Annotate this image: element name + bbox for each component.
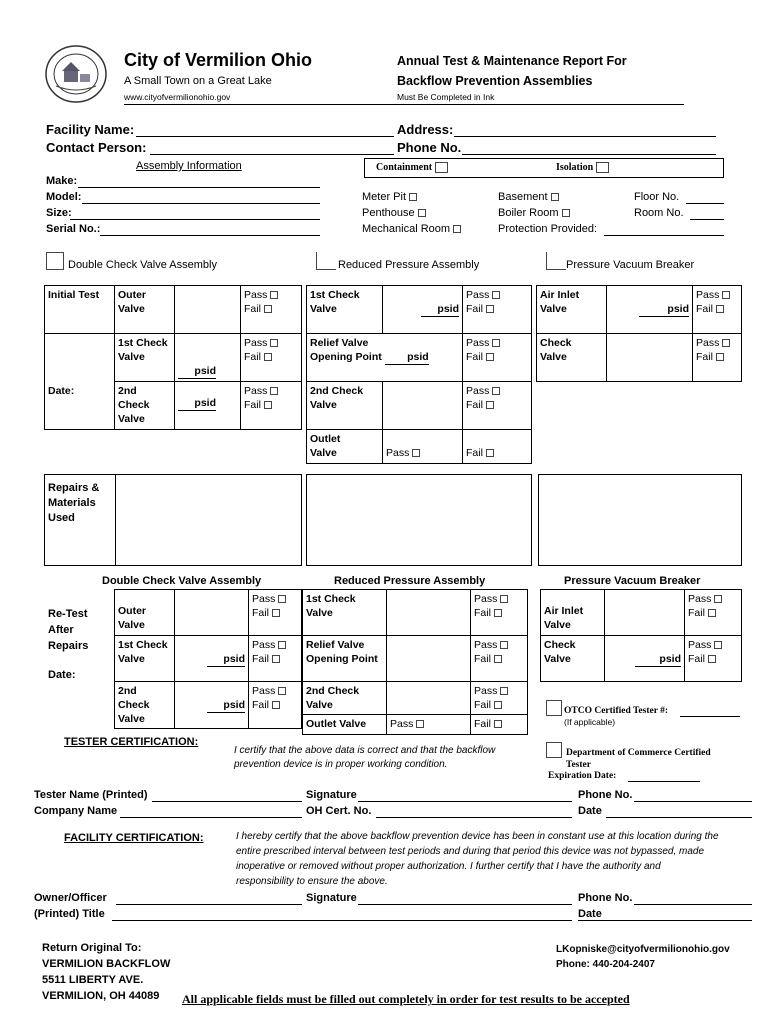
repairs-box-pvb[interactable] bbox=[538, 474, 742, 566]
valve-text: Valve bbox=[310, 303, 337, 315]
meter-pit-checkbox[interactable] bbox=[409, 193, 417, 201]
return-address bbox=[42, 940, 170, 1004]
pass-checkbox[interactable] bbox=[722, 339, 730, 347]
tester-phone-label: Phone No. bbox=[578, 789, 633, 801]
retest-rpa-outlet: Outlet Valve bbox=[303, 715, 387, 735]
psid-field[interactable]: psid bbox=[635, 652, 681, 667]
pass-checkbox[interactable] bbox=[278, 687, 286, 695]
relief-valve-text: Relief Valve bbox=[306, 639, 365, 651]
retest-dcva-second-psid[interactable] bbox=[175, 682, 249, 729]
city-website[interactable]: www.cityofvermilionohio.gov bbox=[124, 92, 231, 102]
facility-name-label: Facility Name: bbox=[46, 122, 135, 137]
tester-cert-line2: prevention device is in proper working condition. bbox=[234, 759, 448, 770]
second-check-text: 2nd Check bbox=[306, 685, 360, 697]
opening-point-text: Opening Point bbox=[306, 653, 378, 665]
facility-cert-line3: inoperative or removed without proper authorization. I further certify that I have the authority and bbox=[236, 861, 661, 872]
retest-dcva-outer-reading[interactable] bbox=[175, 590, 249, 636]
outlet-text: Outlet bbox=[310, 433, 341, 445]
boiler-room-option[interactable] bbox=[498, 207, 570, 219]
facility-cert-line2: entire prescribed interval between test periods and during that period this device was not bypassed, made bbox=[236, 846, 705, 857]
mechanical-room-option[interactable] bbox=[362, 223, 461, 235]
pass-checkbox[interactable] bbox=[278, 641, 286, 649]
dcva-checkbox[interactable] bbox=[46, 252, 64, 270]
phone-field[interactable] bbox=[462, 154, 716, 155]
mechanical-room-label: Mechanical Room bbox=[362, 223, 451, 235]
retest-pvb-table bbox=[540, 589, 742, 682]
fail-checkbox[interactable] bbox=[708, 655, 716, 663]
dcva-second-check-psid[interactable] bbox=[175, 382, 241, 430]
dcva-first-check-psid[interactable] bbox=[175, 334, 241, 382]
penthouse-label: Penthouse bbox=[362, 207, 415, 219]
rpa-outlet-pass bbox=[383, 430, 463, 464]
pass-checkbox[interactable] bbox=[492, 339, 500, 347]
psid-field[interactable]: psid bbox=[421, 302, 459, 317]
valve-text: Valve bbox=[118, 619, 145, 631]
doc-label bbox=[566, 747, 711, 771]
pvb-check-passfail bbox=[693, 334, 742, 382]
retest-rpa-outlet-fail bbox=[471, 715, 528, 735]
outer-text: Outer bbox=[118, 605, 147, 617]
pass-checkbox[interactable] bbox=[500, 595, 508, 603]
tester-date-field[interactable] bbox=[606, 817, 752, 818]
pass-text: Pass bbox=[386, 447, 410, 459]
tester-date-label: Date bbox=[578, 805, 602, 817]
pass-checkbox[interactable] bbox=[722, 291, 730, 299]
pass-text: Pass bbox=[696, 337, 720, 349]
retest-line3: Repairs bbox=[48, 640, 89, 652]
fail-checkbox[interactable] bbox=[264, 305, 272, 313]
owner-officer-field[interactable] bbox=[116, 904, 302, 905]
size-label: Size: bbox=[46, 207, 72, 219]
repairs-line3: Used bbox=[48, 512, 75, 524]
floor-no-field[interactable] bbox=[686, 203, 724, 204]
initial-test-label: Initial Test bbox=[45, 286, 115, 334]
retest-pvb-check-passfail bbox=[685, 636, 742, 682]
retest-line2: After bbox=[48, 624, 74, 636]
pass-checkbox[interactable] bbox=[412, 449, 420, 457]
fail-text: Fail bbox=[244, 399, 261, 411]
first-check-text: 1st Check bbox=[310, 289, 360, 301]
valve-text: Valve bbox=[306, 699, 333, 711]
psid-field[interactable]: psid bbox=[178, 396, 216, 411]
valve-text: Valve bbox=[540, 303, 567, 315]
doc-checkbox[interactable] bbox=[546, 742, 562, 758]
owner-date-label: Date bbox=[578, 908, 602, 920]
required-fields-notice: All applicable fields must be filled out completely in order for test results to be accepted bbox=[182, 992, 630, 1006]
pass-checkbox[interactable] bbox=[270, 339, 278, 347]
air-inlet-text: Air Inlet bbox=[540, 289, 580, 301]
otco-label: OTCO Certified Tester #: bbox=[564, 706, 669, 716]
retest-rpa-first-check bbox=[303, 590, 387, 636]
mechanical-room-checkbox[interactable] bbox=[453, 225, 461, 233]
tester-cert-heading: TESTER CERTIFICATION: bbox=[64, 736, 199, 748]
otco-field[interactable] bbox=[680, 716, 740, 717]
return-to-label: Return Original To: bbox=[42, 942, 142, 954]
fail-text: Fail bbox=[696, 303, 713, 315]
fail-checkbox[interactable] bbox=[716, 305, 724, 313]
rpa-checkbox[interactable] bbox=[316, 252, 336, 270]
pass-checkbox[interactable] bbox=[492, 387, 500, 395]
return-org: VERMILION BACKFLOW bbox=[42, 958, 171, 970]
first-check-text: 1st Check bbox=[118, 639, 168, 651]
size-field[interactable] bbox=[70, 219, 320, 220]
expiration-label: Expiration Date: bbox=[548, 771, 617, 781]
printed-title-label: (Printed) Title bbox=[34, 908, 105, 920]
fail-text: Fail bbox=[252, 699, 269, 711]
retest-pvb-air-passfail bbox=[685, 590, 742, 636]
fail-checkbox[interactable] bbox=[716, 353, 724, 361]
make-label: Make: bbox=[46, 175, 78, 187]
serial-field[interactable] bbox=[100, 235, 320, 236]
rpa-first-check bbox=[307, 286, 383, 334]
room-no-field[interactable] bbox=[690, 219, 724, 220]
company-name-label: Company Name bbox=[34, 805, 118, 817]
oh-cert-label: OH Cert. No. bbox=[306, 805, 372, 817]
psid-field[interactable]: psid bbox=[207, 698, 245, 713]
dcva-outer-valve bbox=[115, 286, 175, 334]
basement-checkbox[interactable] bbox=[551, 193, 559, 201]
retest-dcva-first-check bbox=[115, 636, 175, 682]
opening-point-text: Opening Point bbox=[310, 351, 382, 363]
pass-checkbox[interactable] bbox=[500, 641, 508, 649]
facility-cert-line1: I hereby certify that the above backflow prevention device has been in constant use at this location during the bbox=[236, 831, 719, 842]
valve-text: Valve bbox=[310, 447, 337, 459]
printed-title-field[interactable] bbox=[112, 920, 572, 921]
fail-text: Fail bbox=[474, 718, 491, 730]
retest-label bbox=[48, 606, 88, 654]
boiler-room-checkbox[interactable] bbox=[562, 209, 570, 217]
facility-name-field[interactable] bbox=[136, 136, 394, 137]
retest-rpa-relief-passfail bbox=[471, 636, 528, 682]
isolation-checkbox[interactable] bbox=[596, 162, 609, 173]
assembly-info-heading: Assembly Information bbox=[136, 160, 242, 172]
fail-text: Fail bbox=[466, 303, 483, 315]
psid-field[interactable]: psid bbox=[178, 364, 216, 379]
owner-phone-field[interactable] bbox=[634, 904, 752, 905]
rpa-outlet-valve bbox=[307, 430, 383, 464]
valve-text: Valve bbox=[544, 653, 571, 665]
dcva-type-label: Double Check Valve Assembly bbox=[68, 259, 217, 271]
fail-checkbox[interactable] bbox=[486, 353, 494, 361]
phone-label: Phone No. bbox=[397, 140, 462, 155]
pass-text: Pass bbox=[474, 593, 498, 605]
pass-checkbox[interactable] bbox=[492, 291, 500, 299]
valve-text: Valve bbox=[118, 413, 145, 425]
dcva-first-check-passfail bbox=[241, 334, 302, 382]
report-title-line2: Backflow Prevention Assemblies bbox=[397, 74, 593, 88]
valve-text: Valve bbox=[540, 351, 567, 363]
fail-checkbox[interactable] bbox=[272, 701, 280, 709]
facility-cert-line4: responsibility to ensure the above. bbox=[236, 876, 388, 887]
return-street: 5511 LIBERTY AVE. bbox=[42, 974, 144, 986]
fail-text: Fail bbox=[474, 607, 491, 619]
fail-text: Fail bbox=[466, 399, 483, 411]
retest-rpa-second-reading[interactable] bbox=[387, 682, 471, 715]
pass-text: Pass bbox=[244, 337, 268, 349]
pass-text: Pass bbox=[252, 593, 276, 605]
dcva-outer-reading[interactable] bbox=[175, 286, 241, 334]
address-label: Address: bbox=[397, 122, 454, 137]
initial-test-dcva-table bbox=[44, 285, 302, 430]
address-field[interactable] bbox=[454, 136, 716, 137]
retest-pvb-heading: Pressure Vacuum Breaker bbox=[564, 575, 701, 587]
facility-cert-heading: FACILITY CERTIFICATION: bbox=[64, 832, 204, 844]
psid-field[interactable]: psid bbox=[207, 652, 245, 667]
company-name-field[interactable] bbox=[120, 817, 302, 818]
valve-text: Valve bbox=[310, 399, 337, 411]
retest-rpa-heading: Reduced Pressure Assembly bbox=[334, 575, 486, 587]
isolation-label: Isolation bbox=[556, 162, 594, 173]
retest-dcva-first-passfail bbox=[249, 636, 302, 682]
retest-pvb-check bbox=[541, 636, 605, 682]
retest-dcva-first-psid[interactable] bbox=[175, 636, 249, 682]
outer-text: Outer bbox=[118, 289, 147, 301]
pass-text: Pass bbox=[474, 685, 498, 697]
pass-text: Pass bbox=[466, 337, 490, 349]
city-tagline: A Small Town on a Great Lake bbox=[124, 75, 272, 87]
fail-text: Fail bbox=[696, 351, 713, 363]
pvb-type-label: Pressure Vacuum Breaker bbox=[566, 259, 695, 271]
rpa-first-check-psid[interactable] bbox=[383, 286, 463, 334]
pass-text: Pass bbox=[474, 639, 498, 651]
second-check-text: 2nd Check bbox=[310, 385, 364, 397]
tester-name-label: Tester Name (Printed) bbox=[34, 789, 148, 801]
pass-text: Pass bbox=[244, 289, 268, 301]
pass-text: Pass bbox=[466, 385, 490, 397]
pass-text: Pass bbox=[466, 289, 490, 301]
fail-checkbox[interactable] bbox=[708, 609, 716, 617]
pvb-check-reading[interactable] bbox=[607, 334, 693, 382]
oh-cert-field[interactable] bbox=[376, 817, 572, 818]
fail-checkbox[interactable] bbox=[272, 655, 280, 663]
check-text: Check bbox=[540, 337, 572, 349]
second-check-text: 2nd Check bbox=[118, 685, 150, 711]
rpa-first-check-passfail bbox=[463, 286, 532, 334]
repairs-label bbox=[48, 481, 99, 526]
pvb-air-inlet bbox=[537, 286, 607, 334]
owner-signature-field[interactable] bbox=[358, 904, 572, 905]
pass-text: Pass bbox=[252, 685, 276, 697]
pass-checkbox[interactable] bbox=[270, 387, 278, 395]
fail-checkbox[interactable] bbox=[494, 609, 502, 617]
fail-checkbox[interactable] bbox=[494, 655, 502, 663]
repairs-line1: Repairs & bbox=[48, 482, 100, 494]
psid-field[interactable]: psid bbox=[385, 350, 429, 365]
retest-dcva-outer-passfail bbox=[249, 590, 302, 636]
initial-test-pvb-table bbox=[536, 285, 742, 382]
fail-text: Fail bbox=[244, 351, 261, 363]
fail-text: Fail bbox=[244, 303, 261, 315]
pass-checkbox[interactable] bbox=[278, 595, 286, 603]
fail-text: Fail bbox=[688, 607, 705, 619]
rpa-second-check-reading[interactable] bbox=[383, 382, 463, 430]
tester-name-field[interactable] bbox=[152, 801, 302, 802]
owner-signature-label: Signature bbox=[306, 892, 357, 904]
fail-text: Fail bbox=[466, 351, 483, 363]
pass-text: Pass bbox=[696, 289, 720, 301]
fail-text: Fail bbox=[688, 653, 705, 665]
retest-rpa-first-reading[interactable] bbox=[387, 590, 471, 636]
doc-line1: Department of Commerce Certified bbox=[566, 748, 711, 758]
fail-checkbox[interactable] bbox=[272, 609, 280, 617]
fail-text: Fail bbox=[466, 447, 483, 459]
retest-rpa-relief bbox=[303, 636, 387, 682]
pvb-check-valve bbox=[537, 334, 607, 382]
make-field[interactable] bbox=[78, 187, 320, 188]
pass-checkbox[interactable] bbox=[714, 641, 722, 649]
pass-text: Pass bbox=[688, 639, 712, 651]
pvb-air-inlet-passfail bbox=[693, 286, 742, 334]
pass-checkbox[interactable] bbox=[416, 720, 424, 728]
pass-checkbox[interactable] bbox=[714, 595, 722, 603]
pass-text: Pass bbox=[244, 385, 268, 397]
retest-rpa-first-passfail bbox=[471, 590, 528, 636]
valve-text: Valve bbox=[118, 351, 145, 363]
return-city: VERMILION, OH 44089 bbox=[42, 990, 160, 1002]
fail-text: Fail bbox=[252, 607, 269, 619]
pvb-checkbox[interactable] bbox=[546, 252, 566, 270]
retest-rpa-table bbox=[302, 589, 528, 735]
valve-text: Valve bbox=[118, 713, 145, 725]
pass-checkbox[interactable] bbox=[500, 687, 508, 695]
contact-info bbox=[556, 942, 730, 972]
pvb-air-inlet-psid[interactable] bbox=[607, 286, 693, 334]
dcva-first-check bbox=[115, 334, 175, 382]
initial-test-rpa-table bbox=[306, 285, 532, 464]
fail-checkbox[interactable] bbox=[486, 305, 494, 313]
retest-pvb-air-reading[interactable] bbox=[605, 590, 685, 636]
retest-rpa-second-passfail bbox=[471, 682, 528, 715]
facility-cert-text bbox=[236, 829, 719, 889]
contact-person-field[interactable] bbox=[150, 154, 394, 155]
boiler-room-label: Boiler Room bbox=[498, 207, 559, 219]
basement-option[interactable] bbox=[498, 191, 559, 203]
initial-date-label: Date: bbox=[45, 382, 115, 430]
rpa-type-label: Reduced Pressure Assembly bbox=[338, 259, 480, 271]
owner-phone-label: Phone No. bbox=[578, 892, 633, 904]
pass-text: Pass bbox=[252, 639, 276, 651]
psid-field[interactable]: psid bbox=[639, 302, 689, 317]
fail-checkbox[interactable] bbox=[494, 720, 502, 728]
contact-person-label: Contact Person: bbox=[46, 140, 147, 155]
fail-checkbox[interactable] bbox=[264, 353, 272, 361]
serial-label: Serial No.: bbox=[46, 223, 101, 235]
retest-rpa-outlet-pass bbox=[387, 715, 471, 735]
air-inlet-text: Air Inlet bbox=[544, 605, 584, 617]
fail-text: Fail bbox=[474, 653, 491, 665]
repairs-box-rpa[interactable] bbox=[306, 474, 532, 566]
meter-pit-option[interactable] bbox=[362, 191, 417, 203]
valve-text: Valve bbox=[118, 653, 145, 665]
tester-cert-text bbox=[234, 744, 495, 772]
first-check-text: 1st Check bbox=[118, 337, 168, 349]
repairs-line2: Materials bbox=[48, 497, 96, 509]
fail-checkbox[interactable] bbox=[486, 401, 494, 409]
containment-option[interactable] bbox=[376, 162, 448, 173]
fail-text: Fail bbox=[474, 699, 491, 711]
city-seal bbox=[44, 44, 108, 104]
retest-line1: Re-Test bbox=[48, 608, 88, 620]
tester-signature-field[interactable] bbox=[358, 801, 572, 802]
retest-dcva-second-check bbox=[115, 682, 175, 729]
retest-dcva-second-passfail bbox=[249, 682, 302, 729]
retest-dcva-heading: Double Check Valve Assembly bbox=[102, 575, 262, 587]
dcva-second-check bbox=[115, 382, 175, 430]
owner-date-field[interactable] bbox=[578, 920, 752, 921]
penthouse-checkbox[interactable] bbox=[418, 209, 426, 217]
containment-label: Containment bbox=[376, 162, 433, 173]
containment-checkbox[interactable] bbox=[435, 162, 448, 173]
otco-if-applicable: (If applicable) bbox=[564, 717, 616, 727]
contact-email[interactable]: LKopniske@cityofvermilionohio.gov bbox=[556, 944, 730, 955]
fail-text: Fail bbox=[252, 653, 269, 665]
retest-pvb-air-inlet bbox=[541, 590, 605, 636]
model-field[interactable] bbox=[82, 203, 320, 204]
tester-phone-field[interactable] bbox=[634, 801, 752, 802]
owner-officer-label: Owner/Officer bbox=[34, 892, 107, 904]
header-rule bbox=[124, 104, 684, 105]
first-check-text: 1st Check bbox=[306, 593, 356, 605]
meter-pit-label: Meter Pit bbox=[362, 191, 407, 203]
model-label: Model: bbox=[46, 191, 82, 203]
valve-text: Valve bbox=[306, 607, 333, 619]
floor-no-label: Floor No. bbox=[634, 191, 680, 203]
retest-date-label: Date: bbox=[48, 669, 76, 681]
city-name: City of Vermilion Ohio bbox=[124, 50, 313, 70]
fail-checkbox[interactable] bbox=[486, 449, 494, 457]
penthouse-option[interactable] bbox=[362, 207, 426, 219]
retest-rpa-second-check bbox=[303, 682, 387, 715]
report-title-line1: Annual Test & Maintenance Report For bbox=[397, 54, 627, 68]
dcva-outer-passfail bbox=[241, 286, 302, 334]
doc-line2: Tester bbox=[566, 760, 591, 770]
valve-text: Valve bbox=[118, 303, 145, 315]
check-text: Check bbox=[544, 639, 576, 651]
fail-checkbox[interactable] bbox=[264, 401, 272, 409]
isolation-option[interactable] bbox=[556, 162, 609, 173]
protection-provided-label: Protection Provided: bbox=[498, 223, 598, 235]
pass-text: Pass bbox=[390, 718, 414, 730]
tester-cert-line1: I certify that the above data is correct and that the backflow bbox=[234, 745, 496, 756]
rpa-relief-passfail bbox=[463, 334, 532, 382]
ink-note: Must Be Completed in Ink bbox=[397, 92, 495, 102]
relief-valve-text: Relief Valve bbox=[310, 337, 369, 349]
valve-text: Valve bbox=[544, 619, 571, 631]
pass-checkbox[interactable] bbox=[270, 291, 278, 299]
retest-dcva-table bbox=[114, 589, 302, 729]
rpa-outlet-fail bbox=[463, 430, 532, 464]
tester-signature-label: Signature bbox=[306, 789, 357, 801]
contact-phone: Phone: 440-204-2407 bbox=[556, 959, 655, 970]
otco-checkbox[interactable] bbox=[546, 700, 562, 716]
protection-provided-field[interactable] bbox=[604, 235, 724, 236]
fail-checkbox[interactable] bbox=[494, 701, 502, 709]
rpa-second-check-passfail bbox=[463, 382, 532, 430]
rpa-second-check bbox=[307, 382, 383, 430]
pass-text: Pass bbox=[688, 593, 712, 605]
retest-pvb-check-psid[interactable] bbox=[605, 636, 685, 682]
expiration-field[interactable] bbox=[628, 781, 700, 782]
dcva-second-check-passfail bbox=[241, 382, 302, 430]
rpa-relief-valve bbox=[307, 334, 463, 382]
second-check-text: 2nd Check bbox=[118, 385, 150, 411]
retest-rpa-relief-reading[interactable] bbox=[387, 636, 471, 682]
room-no-label: Room No. bbox=[634, 207, 684, 219]
retest-dcva-outer bbox=[115, 590, 175, 636]
basement-label: Basement bbox=[498, 191, 548, 203]
